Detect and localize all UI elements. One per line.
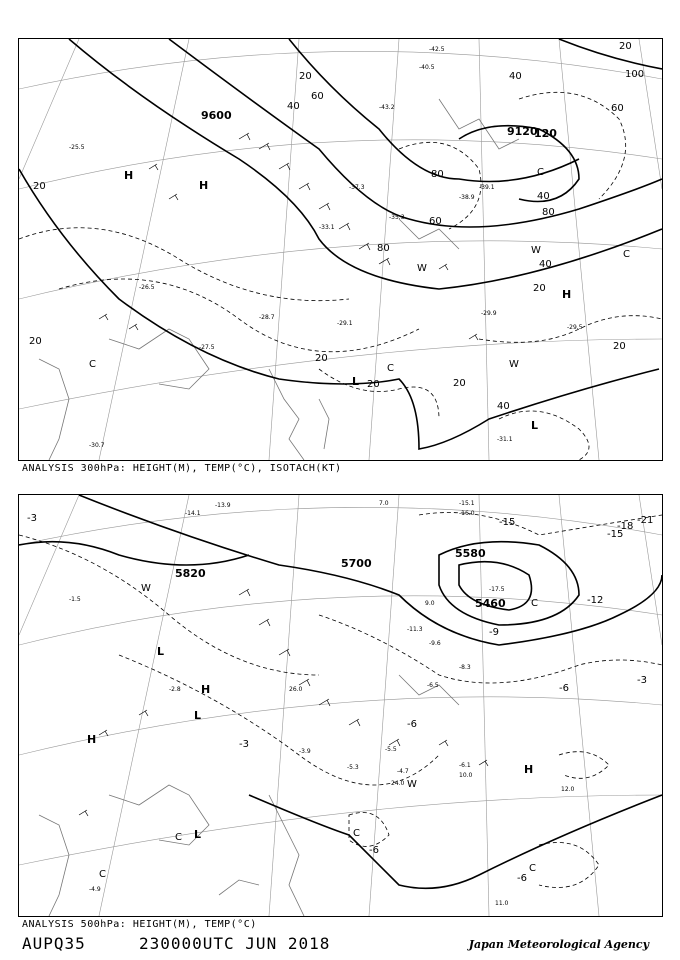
isotach-label: 60: [611, 103, 624, 114]
high-center: H: [87, 733, 97, 746]
isotherm-label: -3: [27, 513, 37, 524]
isotherm-label: -6: [517, 873, 527, 884]
map-500hpa-svg: [19, 495, 662, 916]
low-center: L: [352, 375, 360, 388]
isotach-label: 120: [534, 127, 557, 140]
cold-center: C: [529, 863, 536, 874]
temp-obs: 26.0: [289, 686, 303, 693]
temp-obs: 9.0: [425, 600, 435, 607]
temp-obs: -1.5: [69, 596, 81, 603]
warm-center: W: [407, 779, 417, 790]
height-label: 5580: [455, 547, 486, 560]
caption-300hpa: ANALYSIS 300hPa: HEIGHT(M), TEMP(°C), ISOTACH(KT): [22, 463, 342, 474]
temp-obs: -29.5: [567, 324, 583, 331]
temp-obs: -2.8: [169, 686, 181, 693]
isotach-label: 20: [619, 41, 632, 52]
temp-obs: -4.7: [397, 768, 409, 775]
warm-center: W: [509, 359, 519, 370]
cold-center: C: [99, 869, 106, 880]
map-panel-500hpa: [18, 494, 663, 917]
cold-center: C: [175, 832, 182, 843]
temp-obs: -15.1: [459, 500, 475, 507]
isotach-label: 40: [537, 191, 550, 202]
product-code: AUPQ35: [22, 934, 86, 953]
low-center: L: [157, 645, 165, 658]
product-header: [22, 934, 330, 953]
isotach-label: 60: [311, 91, 324, 102]
temp-obs: -28.7: [259, 314, 275, 321]
temp-obs: -5.3: [347, 764, 359, 771]
cold-center: C: [89, 359, 96, 370]
temp-obs: 7.0: [379, 500, 389, 507]
isotach-label: 20: [613, 341, 626, 352]
height-label: 5700: [341, 557, 372, 570]
temp-obs: -40.5: [419, 64, 435, 71]
temp-obs: 24.0: [391, 780, 405, 787]
isotherm-label: -21: [637, 515, 654, 526]
temp-obs: -37.3: [349, 184, 365, 191]
cold-center: C: [623, 249, 630, 260]
isotach-label: 20: [453, 378, 466, 389]
temp-obs: -27.5: [199, 344, 215, 351]
temp-obs: -11.3: [407, 626, 423, 633]
isotach-label: 80: [377, 243, 390, 254]
wind-barbs: [99, 133, 478, 340]
isotherm-label: -15: [607, 529, 624, 540]
isotach-label: 20: [29, 336, 42, 347]
height-label: 5460: [475, 597, 506, 610]
isotach-label: 20: [299, 71, 312, 82]
warm-center: W: [417, 263, 427, 274]
map-300hpa-svg: [19, 39, 662, 460]
temp-obs: -3.9: [299, 748, 311, 755]
high-center: H: [524, 763, 534, 776]
isotherm-label: -6: [369, 845, 379, 856]
temp-obs: 12.0: [561, 786, 575, 793]
temp-obs: -31.1: [497, 436, 513, 443]
isotherm-label: -15: [499, 517, 516, 528]
temp-obs: -29.9: [481, 310, 497, 317]
temp-obs: -17.5: [489, 586, 505, 593]
isotach-label: 20: [533, 283, 546, 294]
isotach-label: 40: [509, 71, 522, 82]
temp-obs: -33.1: [319, 224, 335, 231]
high-center: H: [562, 288, 572, 301]
isotherm-label: -6: [407, 719, 417, 730]
map-panel-300hpa: [18, 38, 663, 461]
high-center: H: [201, 683, 211, 696]
isotach-label: 20: [367, 379, 380, 390]
temp-obs: -43.2: [379, 104, 395, 111]
isotherm-label: -9: [489, 627, 499, 638]
isotach-label: 80: [542, 207, 555, 218]
agency-name: Japan Meteorological Agency: [468, 938, 649, 951]
temp-obs: -4.9: [89, 886, 101, 893]
height-label: 9120: [507, 125, 538, 138]
cold-center: C: [387, 363, 394, 374]
isotach-label: 60: [429, 216, 442, 227]
cold-center: C: [353, 828, 360, 839]
isotherm-label: -6: [559, 683, 569, 694]
isotach-label: 100: [625, 69, 645, 80]
caption-500hpa: ANALYSIS 500hPa: HEIGHT(M), TEMP(°C): [22, 919, 257, 930]
low-center: L: [194, 709, 202, 722]
temp-obs: -13.9: [215, 502, 231, 509]
warm-center: W: [141, 583, 151, 594]
temp-obs: -6.1: [459, 762, 471, 769]
cold-center: C: [537, 167, 544, 178]
temp-obs: -5.5: [385, 746, 397, 753]
isotherm-label: -3: [637, 675, 647, 686]
temp-obs: -26.5: [139, 284, 155, 291]
isotach-label: 20: [315, 353, 328, 364]
height-label: 5820: [175, 567, 206, 580]
temp-obs: -38.9: [459, 194, 475, 201]
isotach-label: 40: [287, 101, 300, 112]
temp-obs: -9.6: [429, 640, 441, 647]
valid-time: 230000UTC JUN 2018: [138, 934, 331, 953]
temp-obs: 11.0: [495, 900, 509, 907]
temp-obs: -29.1: [337, 320, 353, 327]
height-label: 9600: [201, 109, 232, 122]
isotach-label: 20: [33, 181, 46, 192]
high-center: H: [199, 179, 209, 192]
temp-obs: -6.5: [427, 682, 439, 689]
wind-barbs: [79, 589, 488, 816]
temp-obs: -39.1: [479, 184, 495, 191]
temp-obs: -30.7: [89, 442, 105, 449]
temp-obs: 10.0: [459, 772, 473, 779]
temp-obs: -14.1: [185, 510, 201, 517]
isotherm-label: -12: [587, 595, 604, 606]
isotach-label: 40: [539, 259, 552, 270]
cold-center: C: [531, 598, 538, 609]
temp-obs: -8.3: [459, 664, 471, 671]
isotach-label: 80: [431, 169, 444, 180]
temp-obs: -42.5: [429, 46, 445, 53]
low-center: L: [531, 419, 539, 432]
temp-obs: -25.5: [69, 144, 85, 151]
graticule: [19, 39, 662, 460]
high-center: H: [124, 169, 134, 182]
isotach-label: 40: [497, 401, 510, 412]
isotherm-label: -3: [239, 739, 249, 750]
warm-center: W: [531, 245, 541, 256]
temp-obs: -16.0: [459, 510, 475, 517]
height-contours: [19, 39, 662, 449]
temp-obs: -35.3: [389, 214, 405, 221]
isotherm-label: -18: [617, 521, 634, 532]
low-center: L: [194, 828, 202, 841]
